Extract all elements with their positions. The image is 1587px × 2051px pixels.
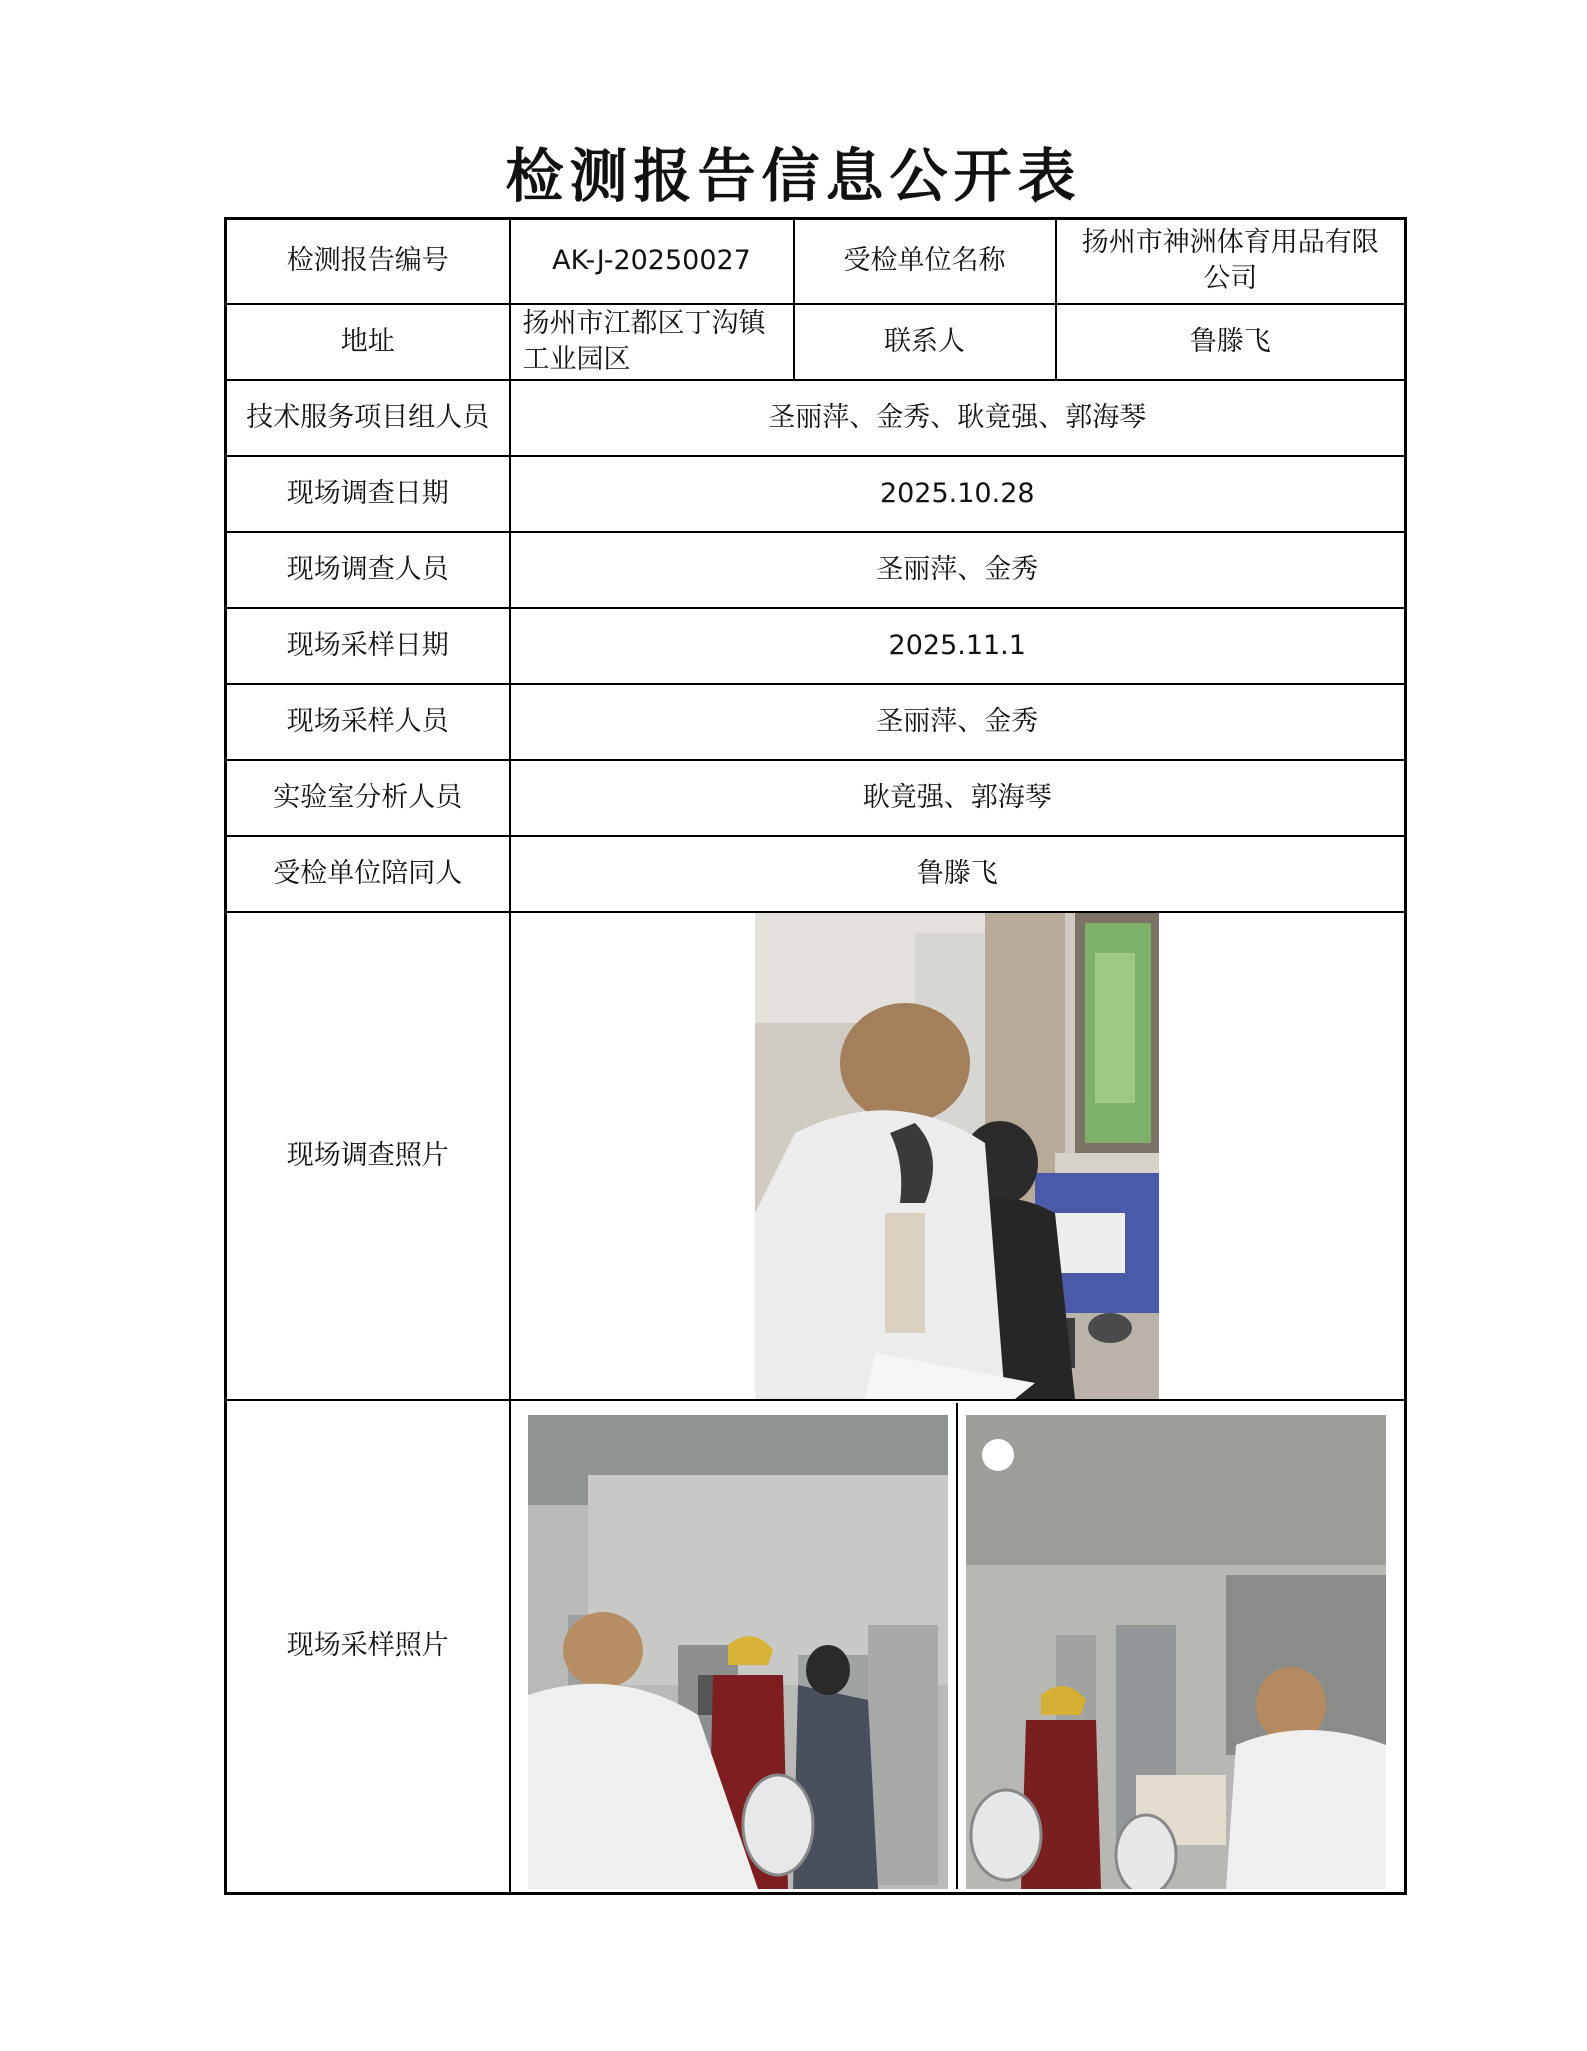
sampling-staff-value: 圣丽萍、金秀 <box>510 684 1406 760</box>
table-row <box>226 304 1406 380</box>
table-row <box>226 219 1406 304</box>
table-row <box>226 608 1406 684</box>
survey-date-value: 2025.10.28 <box>510 456 1406 532</box>
table-row <box>226 836 1406 912</box>
unit-name-label: 受检单位名称 <box>794 219 1056 304</box>
table-row <box>226 456 1406 532</box>
table-row <box>226 1400 1406 1894</box>
lab-staff-value: 耿竟强、郭海琴 <box>510 760 1406 836</box>
contact-label: 联系人 <box>794 304 1056 380</box>
report-no-label: 检测报告编号 <box>226 219 510 304</box>
survey-staff-label: 现场调查人员 <box>226 532 510 608</box>
report-no-value: AK-J-20250027 <box>510 219 794 304</box>
sampling-photo-1 <box>528 1415 948 1889</box>
sampling-photo-2 <box>966 1415 1386 1889</box>
page-title: 检测报告信息公开表 <box>505 142 1082 210</box>
address-value: 扬州市江都区丁沟镇工业园区 <box>510 304 794 380</box>
survey-photo <box>755 913 1159 1399</box>
table-row <box>226 532 1406 608</box>
survey-photo-label: 现场调查照片 <box>226 912 510 1400</box>
team-value: 圣丽萍、金秀、耿竟强、郭海琴 <box>510 380 1406 456</box>
table-row <box>226 380 1406 456</box>
report-info-table <box>224 217 1407 1895</box>
sampling-photo-label: 现场采样照片 <box>226 1400 510 1894</box>
address-label: 地址 <box>226 304 510 380</box>
table-row <box>226 684 1406 760</box>
table-row <box>226 912 1406 1400</box>
survey-date-label: 现场调查日期 <box>226 456 510 532</box>
escort-value: 鲁滕飞 <box>510 836 1406 912</box>
sampling-staff-label: 现场采样人员 <box>226 684 510 760</box>
lab-staff-label: 实验室分析人员 <box>226 760 510 836</box>
team-label: 技术服务项目组人员 <box>226 380 510 456</box>
unit-name-value: 扬州市神洲体育用品有限公司 <box>1056 219 1406 304</box>
sampling-date-label: 现场采样日期 <box>226 608 510 684</box>
table-row <box>226 760 1406 836</box>
sampling-date-value: 2025.11.1 <box>510 608 1406 684</box>
contact-value: 鲁滕飞 <box>1056 304 1406 380</box>
survey-staff-value: 圣丽萍、金秀 <box>510 532 1406 608</box>
escort-label: 受检单位陪同人 <box>226 836 510 912</box>
